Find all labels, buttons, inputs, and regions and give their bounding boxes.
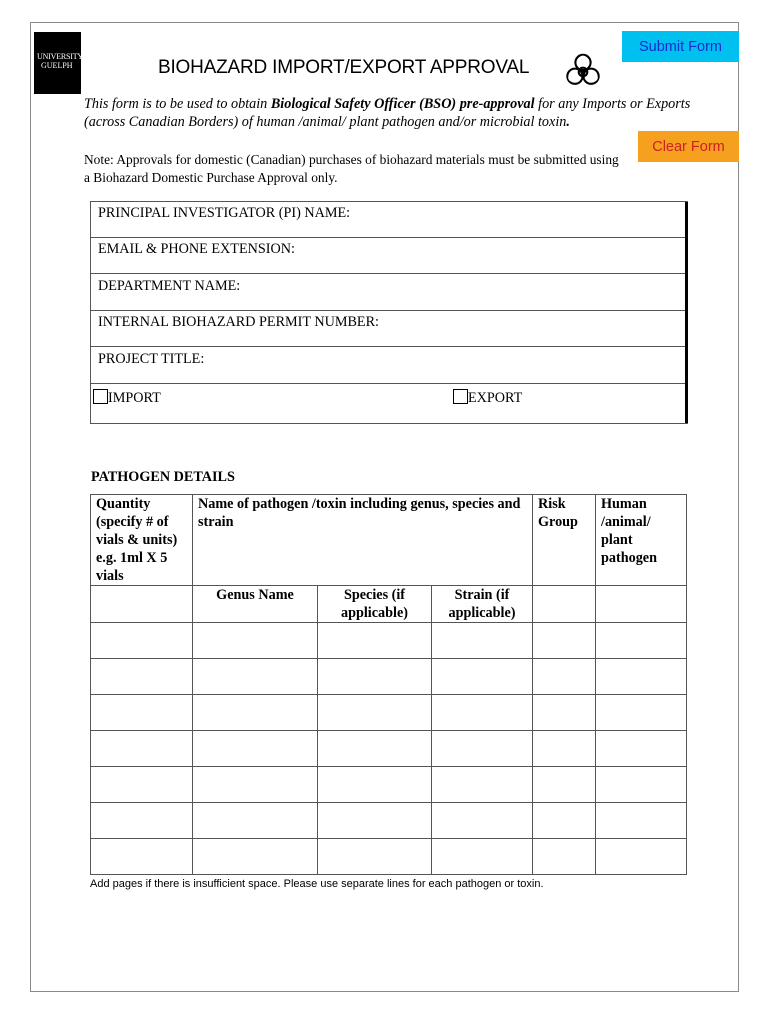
intro-text-2: for any Imports or Exports (across Canadian Borders) of human /animal/ plant pathogen and/or microbial toxin xyxy=(84,96,691,130)
table-row xyxy=(91,659,687,695)
quantity-cell[interactable] xyxy=(91,839,193,875)
quantity-cell[interactable] xyxy=(91,731,193,767)
host-type-cell[interactable] xyxy=(596,659,687,695)
pathogen-table xyxy=(90,494,687,875)
biohazard-icon xyxy=(564,52,602,90)
clear-form-button[interactable]: Clear Form xyxy=(638,131,739,162)
host-type-cell[interactable] xyxy=(596,695,687,731)
logo-tagline: Improve Life. xyxy=(36,87,69,92)
risk-subheader-cell xyxy=(533,586,596,623)
project-title-field[interactable] xyxy=(91,348,685,384)
department-label: DEPARTMENT NAME: xyxy=(98,278,241,294)
logo-line2: GUELPH xyxy=(41,61,73,70)
import-option[interactable] xyxy=(93,389,161,407)
department-field[interactable] xyxy=(91,275,685,311)
pathogen-section-title: PATHOGEN DETAILS xyxy=(91,469,235,485)
risk-group-cell[interactable] xyxy=(533,839,596,875)
import-export-row xyxy=(91,384,685,424)
species-header: Species (if applicable) xyxy=(318,586,432,623)
quantity-subheader-cell xyxy=(91,586,193,623)
table-row xyxy=(91,839,687,875)
risk-group-cell[interactable] xyxy=(533,731,596,767)
species-cell[interactable] xyxy=(318,695,432,731)
pathogen-name-header: Name of pathogen /toxin including genus, species and strain xyxy=(193,495,533,586)
quantity-cell[interactable] xyxy=(91,659,193,695)
submit-form-button[interactable]: Submit Form xyxy=(622,31,739,62)
genus-cell[interactable] xyxy=(193,659,318,695)
intro-text-1: This form is to be used to obtain xyxy=(84,96,271,112)
host-type-cell[interactable] xyxy=(596,839,687,875)
risk-group-cell[interactable] xyxy=(533,695,596,731)
genus-cell[interactable] xyxy=(193,695,318,731)
intro-bso-emphasis: Biological Safety Officer (BSO) pre-approval xyxy=(270,96,535,112)
footer-note: Add pages if there is insufficient space. Please use separate lines for each pathogen or toxin. xyxy=(90,878,544,890)
host-type-cell[interactable] xyxy=(596,623,687,659)
species-cell[interactable] xyxy=(318,731,432,767)
risk-group-cell[interactable] xyxy=(533,803,596,839)
species-cell[interactable] xyxy=(318,623,432,659)
permit-number-label: INTERNAL BIOHAZARD PERMIT NUMBER: xyxy=(98,314,379,330)
table-row xyxy=(91,695,687,731)
import-checkbox[interactable] xyxy=(93,389,108,404)
strain-cell[interactable] xyxy=(432,659,533,695)
strain-cell[interactable] xyxy=(432,839,533,875)
domestic-note: Note: Approvals for domestic (Canadian) purchases of biohazard materials must be submitted using a Biohazard Domestic Purchase Approval only. xyxy=(84,152,619,185)
strain-cell[interactable] xyxy=(432,623,533,659)
email-phone-field[interactable] xyxy=(91,238,685,274)
import-label: IMPORT xyxy=(108,390,161,406)
table-row xyxy=(91,767,687,803)
genus-cell[interactable] xyxy=(193,767,318,803)
host-type-cell[interactable] xyxy=(596,803,687,839)
risk-group-cell[interactable] xyxy=(533,767,596,803)
table-row xyxy=(91,803,687,839)
permit-number-field[interactable] xyxy=(91,311,685,347)
quantity-cell[interactable] xyxy=(91,767,193,803)
host-type-cell[interactable] xyxy=(596,767,687,803)
species-cell[interactable] xyxy=(318,803,432,839)
quantity-header: Quantity (specify # of vials & units) e.g. 1ml X 5 vials xyxy=(91,495,193,586)
genus-cell[interactable] xyxy=(193,623,318,659)
form-title: BIOHAZARD IMPORT/EXPORT APPROVAL xyxy=(158,57,530,78)
strain-cell[interactable] xyxy=(432,695,533,731)
intro-paragraph xyxy=(84,95,704,131)
investigator-info-box xyxy=(90,201,688,424)
genus-header: Genus Name xyxy=(193,586,318,623)
table-row xyxy=(91,731,687,767)
intro-period: . xyxy=(566,114,570,130)
pi-name-field[interactable] xyxy=(91,202,685,238)
strain-header: Strain (if applicable) xyxy=(432,586,533,623)
quantity-cell[interactable] xyxy=(91,695,193,731)
table-row xyxy=(91,623,687,659)
email-phone-label: EMAIL & PHONE EXTENSION: xyxy=(98,241,295,257)
export-checkbox[interactable] xyxy=(453,389,468,404)
project-title-label: PROJECT TITLE: xyxy=(98,351,205,367)
quantity-cell[interactable] xyxy=(91,623,193,659)
host-subheader-cell xyxy=(596,586,687,623)
genus-cell[interactable] xyxy=(193,839,318,875)
strain-cell[interactable] xyxy=(432,803,533,839)
risk-group-header: Risk Group xyxy=(533,495,596,586)
export-option[interactable] xyxy=(453,389,522,407)
risk-group-cell[interactable] xyxy=(533,659,596,695)
logo-line1: UNIVERSITY xyxy=(37,52,83,61)
strain-cell[interactable] xyxy=(432,767,533,803)
species-cell[interactable] xyxy=(318,659,432,695)
species-cell[interactable] xyxy=(318,839,432,875)
risk-group-cell[interactable] xyxy=(533,623,596,659)
genus-cell[interactable] xyxy=(193,803,318,839)
species-cell[interactable] xyxy=(318,767,432,803)
export-label: EXPORT xyxy=(468,390,523,406)
host-type-header: Human /animal/ plant pathogen xyxy=(596,495,687,586)
strain-cell[interactable] xyxy=(432,731,533,767)
university-logo xyxy=(34,32,81,94)
quantity-cell[interactable] xyxy=(91,803,193,839)
genus-cell[interactable] xyxy=(193,731,318,767)
pi-name-label: PRINCIPAL INVESTIGATOR (PI) NAME: xyxy=(98,205,351,221)
host-type-cell[interactable] xyxy=(596,731,687,767)
